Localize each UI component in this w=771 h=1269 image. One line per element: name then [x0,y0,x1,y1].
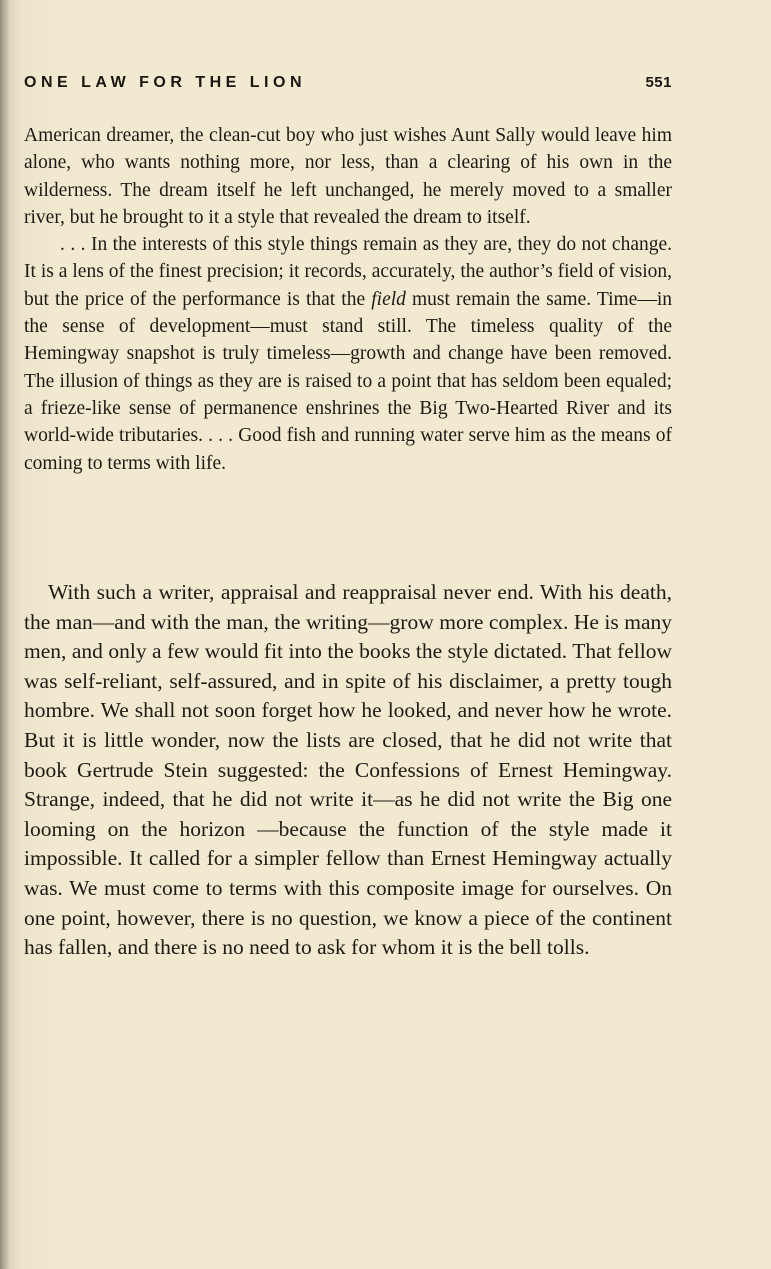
gutter-shadow [0,0,10,1269]
running-head-title: ONE LAW FOR THE LION [24,74,306,91]
quoted-passage [24,122,672,477]
quote-paragraph-2-start: . . . In the interests of this style things remain as they are, they do not change. It is a lens of the finest precision; it records, accurately, the author’s field of vision, but the price of the performance is that the [24,234,672,310]
body-text [24,578,672,963]
quote-paragraph-1: American dreamer, the clean-cut boy who just wishes Aunt Sally would leave him alone, who wants nothing more, nor less, than a clearing of his own in the wilderness. The dream itself he left unchanged, he merely moved to a smaller river, but he brought to it a style that revealed the dream to itself. [24,125,672,228]
quote-paragraph-2-end: must remain the same. Time—in the sense of development—must stand still. The timeless quality of the Hemingway snapshot is truly timeless—growth and change have been removed. The illusion of things as they are is raised to a point that has seldom been equaled; a frieze-like sense of permanence enshrines the Big Two-Hearted River and its world-wide tributaries. . . . Good fish and running water serve him as the means of coming to terms with life. [24,288,672,474]
page-number: 551 [645,74,672,91]
running-head [24,74,672,98]
quote-paragraph-2-italic: field [371,288,406,310]
quote-paragraph-2 [24,231,672,477]
body-paragraph-1: With such a writer, appraisal and reappraisal never end. With his death, the man—and with the man, the writing—grow more complex. He is many men, and only a few would fit into the books the style dictated. That fellow was self-reliant, self-assured, and in spite of his disclaimer, a pretty tough hombre. We shall not soon forget how he looked, and never how he wrote. But it is little wonder, now the lists are closed, that he did not write that book Gertrude Stein suggested: the Confessions of Ernest Hemingway. Strange, indeed, that he did not write it—as he did not write the Big one looming on the horizon —because the function of the style made it impossible. It called for a simpler fellow than Ernest Hemingway actually was. We must come to terms with this composite image for ourselves. On one point, however, there is no question, we know a piece of the continent has fallen, and there is no need to ask for whom it is the bell tolls. [24,580,672,960]
